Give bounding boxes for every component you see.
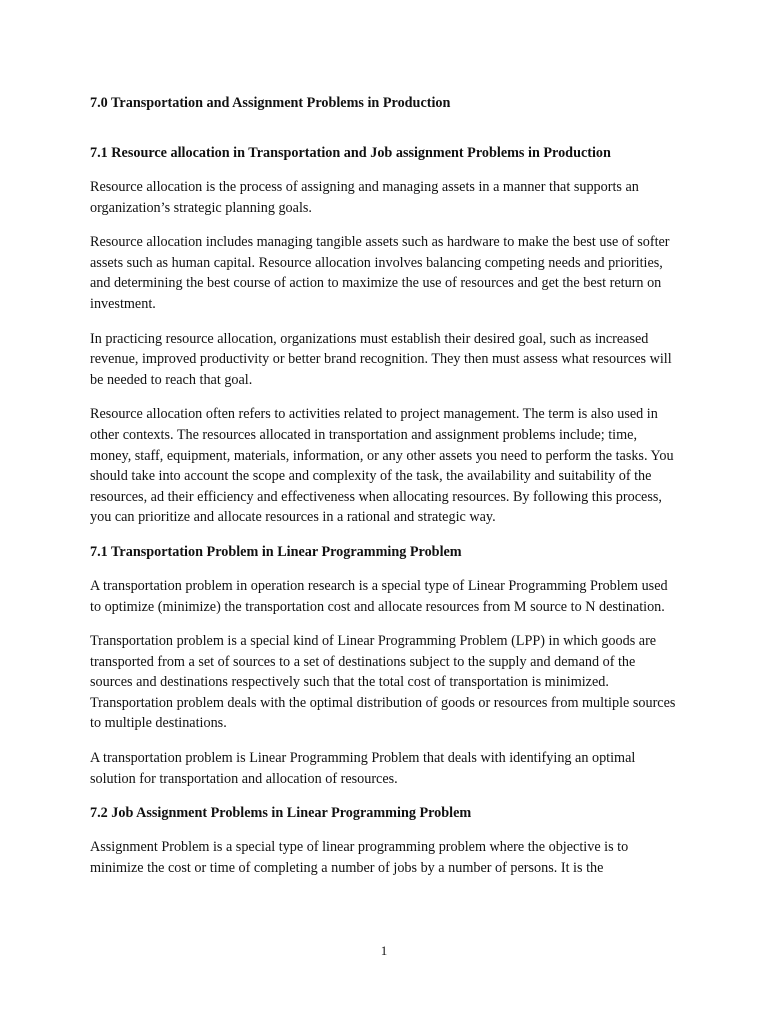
section-heading-job-assignment: 7.2 Job Assignment Problems in Linear Programming Problem (90, 805, 472, 822)
paragraph: Resource allocation is the process of assigning and managing assets in a manner that supports an organization’s strategic planning goals. (90, 179, 639, 216)
chapter-heading: 7.0 Transportation and Assignment Problems in Production (90, 95, 451, 111)
section-heading-transportation-problem: 7.1 Transportation Problem in Linear Programming Problem (90, 543, 462, 560)
paragraph: Assignment Problem is a special type of linear programming problem where the objective is to minimize the cost or time of completing a number of jobs by a number of persons. It is the (90, 839, 629, 876)
paragraph: Transportation problem is a special kind of Linear Programming Problem (LPP) in which goods are transported from a set of sources to a set of destinations subject to the supply and demand of the sources and destinations respectively such that the total cost of transportation is minimized. Transportation problem deals with the optimal distribution of goods or resources from multiple sources to multiple destinations. (90, 633, 676, 732)
paragraph: A transportation problem is Linear Programming Problem that deals with identifying an optimal solution for transportation and allocation of resources. (90, 750, 636, 787)
section-heading-resource-allocation: 7.1 Resource allocation in Transportation and Job assignment Problems in Production (90, 145, 611, 161)
page-number: 1 (380, 943, 388, 958)
paragraph: Resource allocation often refers to activities related to project management. The term is also used in other contexts. The resources allocated in transportation and assignment problems include; time, money, staff, equipment, materials, information, or any other assets you need to perform the tasks. You should take into account the scope and complexity of the task, the availability and suitability of the resources, ad their efficiency and effectiveness when allocating resources. By following this process, you can prioritize and allocate resources in a rational and strategic way. (90, 406, 674, 526)
paragraph: Resource allocation includes managing tangible assets such as hardware to make the best use of softer assets such as human capital. Resource allocation involves balancing competing needs and priorities, and determining the best course of action to maximize the use of resources and get the best return on investment. (90, 234, 670, 312)
paragraph: In practicing resource allocation, organizations must establish their desired goal, such as increased revenue, improved productivity or better brand recognition. They then must assess what resources will be needed to reach that goal. (90, 330, 672, 388)
document-body (90, 93, 680, 892)
paragraph: A transportation problem in operation research is a special type of Linear Programming Problem used to optimize (minimize) the transportation cost and allocate resources from M source to N destination. (90, 577, 668, 615)
